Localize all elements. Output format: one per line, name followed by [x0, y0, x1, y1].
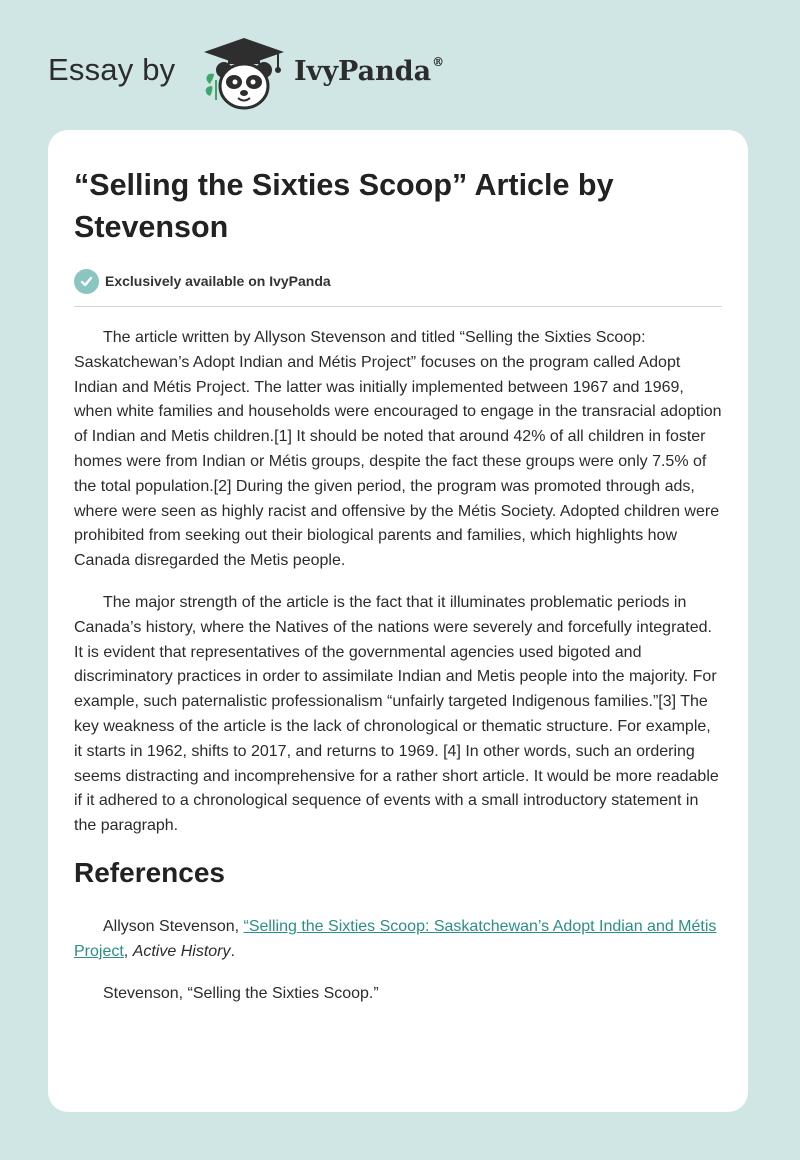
essay-by-label: Essay by [48, 52, 176, 87]
brand-name[interactable]: IvyPanda® [294, 55, 445, 87]
essay-card [48, 130, 748, 1112]
reference-item: Stevenson, “Selling the Sixties Scoop.” [103, 984, 379, 1002]
reference-link[interactable]: “Selling the Sixties Scoop: Saskatchewan’s Adopt Indian and Métis Project [74, 917, 717, 960]
site-header [48, 36, 752, 112]
article-body [74, 326, 722, 839]
panda-logo-icon[interactable] [198, 36, 290, 112]
reference-source: Active History [132, 942, 231, 960]
exclusive-badge [74, 268, 722, 294]
check-icon [74, 269, 99, 294]
paragraph: The major strength of the article is the fact that it illuminates problematic periods in Canada’s history, where the Natives of the nations were severely and forcefully integrated. It is evident that representatives of the governmental agencies used bigoted and discriminatory practices in order to assimilate Indian and Metis people into the majority. For example, such paternalistic professionalism “unfairly targeted Indigenous families.”[3] The key weakness of the article is the lack of chronological or thematic structure. For example, it starts in 1962, shifts to 2017, and returns to 1969. [4] In other words, such an ordering seems distracting and incomprehensive for a rather short article. It would be more readable if it adhered to a chronological sequence of events with a small introductory statement in the paragraph. [74, 593, 719, 835]
registered-mark: ® [432, 55, 445, 69]
divider [74, 306, 722, 307]
references-heading: References [74, 856, 225, 888]
reference-item: Allyson Stevenson, “Selling the Sixties Scoop: Saskatchewan’s Adopt Indian and Métis Project, Active History. [74, 917, 717, 960]
page-title: “Selling the Sixties Scoop” Article by Stevenson [74, 168, 614, 244]
exclusive-label: Exclusively available on IvyPanda [105, 273, 331, 289]
paragraph: The article written by Allyson Stevenson and titled “Selling the Sixties Scoop: Saskatchewan’s Adopt Indian and Métis Project” focuses on the program called Adopt Indian and Métis Project. The latter was initially implemented between 1967 and 1969, when white families and households were encouraged to engage in the transracial adoption of Indian and Metis children.[1] It should be noted that around 42% of all children in foster homes were from Indian or Métis groups, despite the fact these groups were only 7.5% of the total population.[2] During the given period, the program was promoted through ads, where were seen as highly racist and offensive by the Métis Society. Adopted children were prohibited from seeking out their biological parents and families, which highlights how Canada disregarded the Metis people. [74, 329, 722, 570]
